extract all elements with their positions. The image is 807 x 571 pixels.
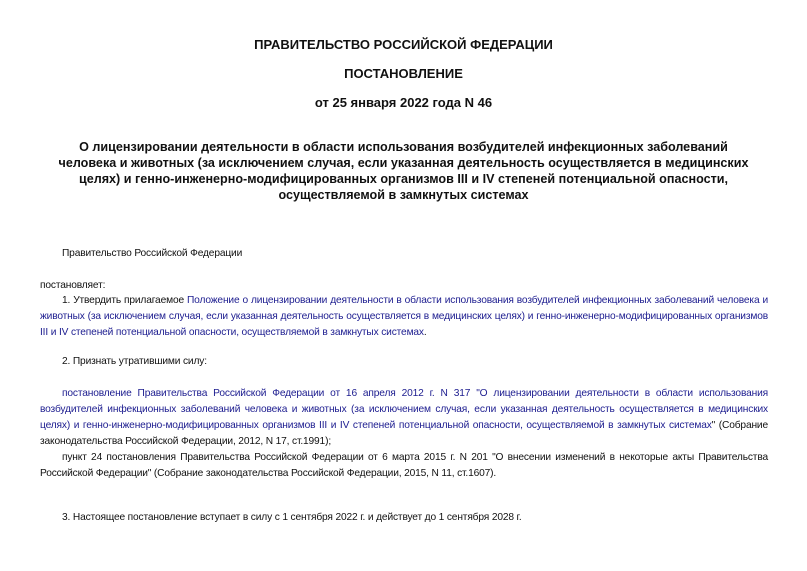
paragraph-1-prefix: 1. Утвердить прилагаемое (62, 295, 187, 306)
document-title: О лицензировании деятельности в области использования возбудителей инфекционных заболеваний человека и животных (за исключением случая, если указанная деятельность осуществляется в медицинских целях) и генно-инженерно-модифицированных организмов III и IV степеней потенциальной опасности, осуществляемой в замкнутых системах (58, 140, 749, 202)
resolution-317-link[interactable]: постановление Правительства Российской Федерации от 16 апреля 2012 г. N 317 "О лицензировании деятельности в области использования возбудителей инфекционных заболеваний человека и животных (за исключением случая, если указанная деятельность осуществляется в медицинских целях) и генно-инженерно-модифицированных организмов III и IV степеней потенциальной опасности, осуществляемой в замкнутых системах (40, 388, 768, 431)
intro-text: Правительство Российской Федерации (62, 248, 243, 259)
issuing-authority: ПРАВИТЕЛЬСТВО РОССИЙСКОЙ ФЕДЕРАЦИИ (254, 37, 553, 52)
paragraph-repealed-1 (40, 386, 768, 450)
paragraph-repealed-1-suffix: " (Собрание законодательства Российской Федерации, 2012, N 17, ст.1991); (40, 420, 768, 447)
paragraph-1 (40, 293, 768, 341)
paragraph-repealed-2: пункт 24 постановления Правительства Российской Федерации от 6 марта 2015 г. N 201 "О внесении изменений в некоторые акты Правительства Российской Федерации" (Собрание законодательства Российской Федерации, 2015, N 11, ст.1607). (40, 452, 768, 479)
resolves-text: постановляет: (40, 280, 106, 291)
document-date-number: от 25 января 2022 года N 46 (314, 95, 493, 110)
paragraph-2: 2. Признать утратившими силу: (62, 356, 207, 367)
paragraph-3: 3. Настоящее постановление вступает в силу с 1 сентября 2022 г. и действует до 1 сентября 2028 г. (62, 512, 522, 523)
regulation-link[interactable]: Положение о лицензировании деятельности в области использования возбудителей инфекционных заболеваний человека и животных (за исключением случая, если указанная деятельность осуществляется в медицинских целях) и генно-инженерно-модифицированных организмов III и IV степеней потенциальной опасности, осуществляемой в замкнутых системах (40, 295, 768, 338)
paragraph-1-suffix: . (423, 327, 427, 338)
document-type: ПОСТАНОВЛЕНИЕ (344, 66, 463, 81)
